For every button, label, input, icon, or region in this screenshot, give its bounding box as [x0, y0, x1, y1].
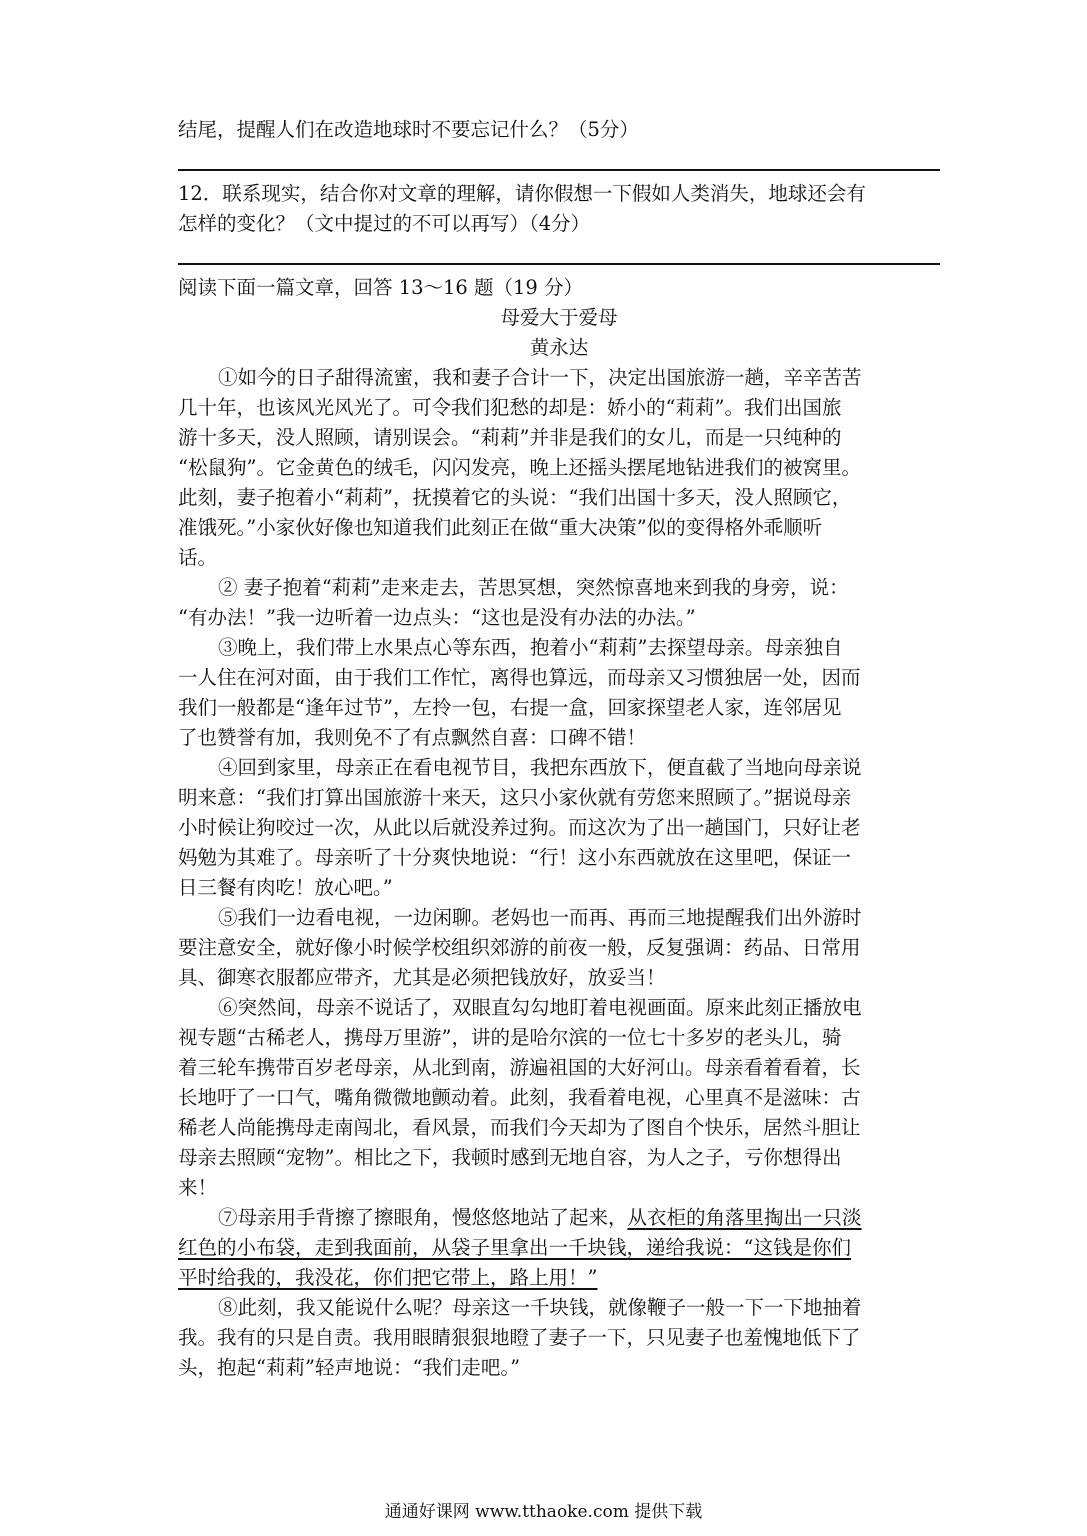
body-text: ⑦母亲用手背擦了擦眼角，慢悠悠地站了起来，: [218, 1206, 628, 1229]
body-line: 小时候让狗咬过一次，从此以后就没养过狗。而这次为了出一趟国门，只好让老: [178, 816, 861, 839]
body-line: 明来意：“我们打算出国旅游十来天，这只小家伙就有劳您来照顾了。”据说母亲: [178, 786, 852, 809]
body-line: 具、御寒衣服都应带齐，尤其是必须把钱放好，放妥当！: [178, 966, 666, 989]
body-line: 话。: [178, 546, 218, 569]
underlined-sentence: 平时给我的，我没花，你们把它带上，路上用！”: [178, 1266, 598, 1289]
paragraph-8-line: 头，抱起“莉莉”轻声地说：“我们走吧。”: [178, 1356, 521, 1379]
q11-tail: 结尾，提醒人们在改造地球时不要忘记什么？（5分）: [178, 118, 639, 141]
body-line: 长地吁了一口气，嘴角微微地颤动着。此刻，我看着电视，心里真不是滋味：古: [178, 1086, 861, 1109]
article-title: 母爱大于爱母: [500, 306, 618, 329]
body-line: ⑤我们一边看电视，一边闲聊。老妈也一而再、再而三地提醒我们出外游时: [218, 906, 862, 929]
paragraph-7-line-1: [218, 1201, 940, 1234]
body-line: ①如今的日子甜得流蜜，我和妻子合计一下，决定出国旅游一趟，辛辛苦苦: [218, 366, 862, 389]
paragraph-7-line-3: [178, 1261, 940, 1294]
body-line: ② 妻子抱着“莉莉”走来走去，苦思冥想，突然惊喜地来到我的身旁，说：: [218, 576, 849, 599]
body-line: “有办法！”我一边听着一边点头：“这也是没有办法的办法。”: [178, 606, 696, 629]
body-line: 日三餐有肉吃！放心吧。”: [178, 876, 393, 899]
page-footer: 通通好课网 www.tthaoke.com 提供下载: [0, 1500, 1087, 1524]
answer-line: [178, 263, 940, 265]
body-line: “松鼠狗”。它金黄色的绒毛，闪闪发亮，晚上还摇头摆尾地钻进我们的被窝里。: [178, 456, 861, 479]
paragraph-7-line-2: [178, 1231, 940, 1264]
body-line: ③晚上，我们带上水果点心等东西，抱着小“莉莉”去探望母亲。母亲独自: [218, 636, 843, 659]
body-line: 妈勉为其难了。母亲听了十分爽快地说：“行！这小东西就放在这里吧，保证一: [178, 846, 851, 869]
answer-line: [178, 169, 940, 171]
body-line: 游十多天，没人照顾，请别误会。“莉莉”并非是我们的女儿，而是一只纯种的: [178, 426, 842, 449]
q12-line-2: 怎样的变化？（文中提过的不可以再写）（4分）: [178, 212, 591, 235]
body-line: 来！: [178, 1176, 218, 1199]
reading-intro: 阅读下面一篇文章，回答 13～16 题（19 分）: [178, 276, 584, 299]
q12-line-1: 12．联系现实，结合你对文章的理解，请你假想一下假如人类消失，地球还会有: [178, 182, 866, 205]
body-line: 稀老人尚能携母走南闯北，看风景，而我们今天却为了图自个快乐，居然斗胆让: [178, 1116, 861, 1139]
article-author: 黄永达: [529, 336, 589, 359]
body-line: 了也赞誉有加，我则免不了有点飘然自喜：口碑不错！: [178, 726, 647, 749]
paragraph-8-line: 我。我有的只是自责。我用眼睛狠狠地瞪了妻子一下，只见妻子也羞愧地低下了: [178, 1326, 861, 1349]
body-line: 准饿死。”小家伙好像也知道我们此刻正在做“重大决策”似的变得格外乖顺听: [178, 516, 823, 539]
body-line: 要注意安全，就好像小时候学校组织郊游的前夜一般，反复强调：药品、日常用: [178, 936, 861, 959]
body-line: ④回到家里，母亲正在看电视节目，我把东西放下，便直截了当地向母亲说: [218, 756, 862, 779]
body-line: ⑥突然间，母亲不说话了，双眼直勾勾地盯着电视画面。原来此刻正播放电: [218, 996, 862, 1019]
body-line: 此刻，妻子抱着小“莉莉”，抚摸着它的头说：“我们出国十多天，没人照顾它，: [178, 486, 852, 509]
underlined-sentence: 红色的小布袋，走到我面前，从袋子里拿出一千块钱，递给我说：“这钱是你们: [178, 1236, 851, 1259]
body-line: 我们一般都是“逢年过节”，左拎一包，右提一盒，回家探望老人家，连邻居见: [178, 696, 842, 719]
body-line: 一人住在河对面，由于我们工作忙，离得也算远，而母亲又习惯独居一处，因而: [178, 666, 861, 689]
underlined-sentence: 从衣柜的角落里掏出一只淡: [627, 1206, 862, 1229]
paragraph-8-line: ⑧此刻，我又能说什么呢？母亲这一千块钱，就像鞭子一般一下一下地抽着: [218, 1296, 862, 1319]
body-line: 着三轮车携带百岁老母亲，从北到南，游遍祖国的大好河山。母亲看着看着，长: [178, 1056, 861, 1079]
body-line: 视专题“古稀老人，携母万里游”，讲的是哈尔滨的一位七十多岁的老头儿，骑: [178, 1026, 842, 1049]
body-line: 几十年，也该风光风光了。可令我们犯愁的却是：娇小的“莉莉”。我们出国旅: [178, 396, 842, 419]
body-line: 母亲去照顾“宠物”。相比之下，我顿时感到无地自容，为人之子，亏你想得出: [178, 1146, 842, 1169]
